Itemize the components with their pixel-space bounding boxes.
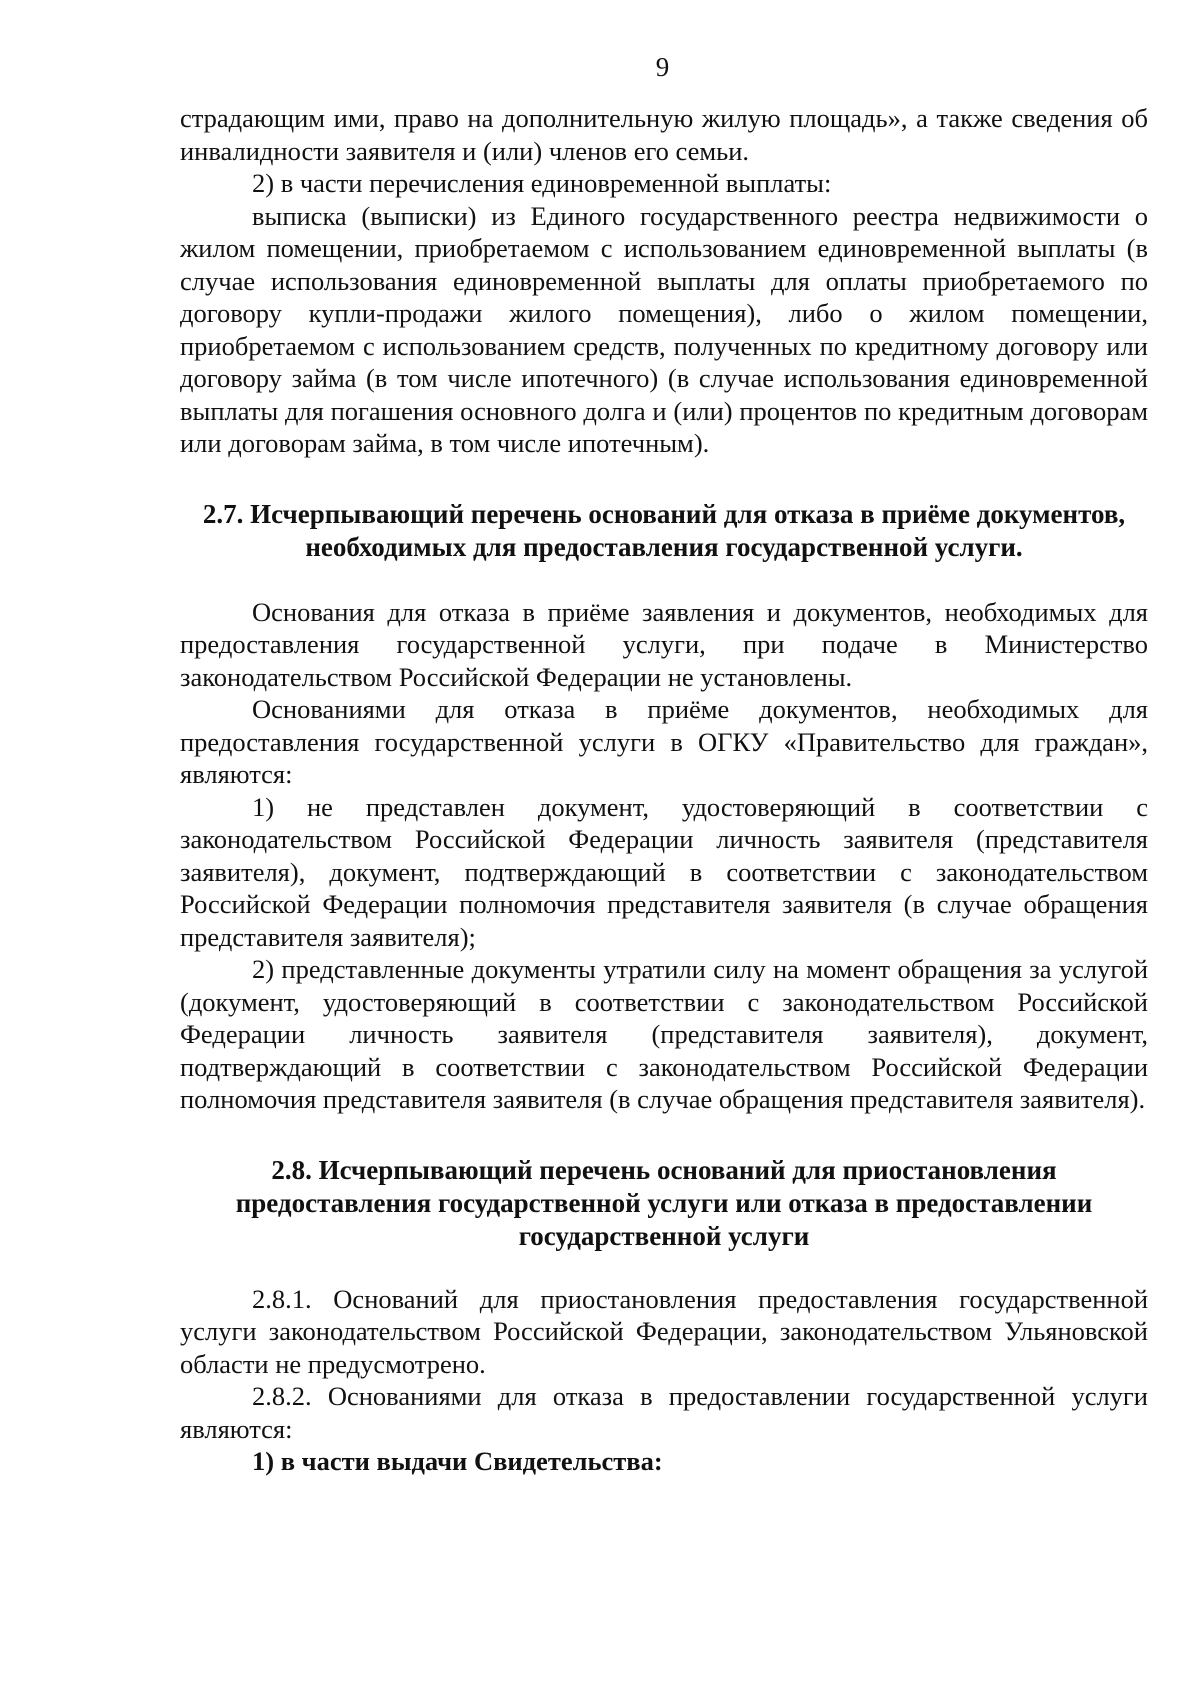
section-2-8-heading [180,1154,1148,1253]
section-2-8-heading-line-2: предоставления государственной услуги или отказа в предоставлении [235,1187,1093,1218]
paragraph-registry-extract: выписка (выписки) из Единого государственного реестра недвижимости о жилом помещении, приобретаемом с использованием единовременной выплаты (в случае использования единовременной выплаты для оплаты приобретаемого по договору купли-продажи жилого помещения), либо о жилом помещении, приобретаемом с использованием средств, полученных по кредитному договору или договору займа (в том числе ипотечного) (в случае использования единовременной выплаты для погашения основного долга и (или) процентов по кредитным договорам или договорам займа, в том числе ипотечным). [180,200,1148,458]
section-2-8-heading-line-3: государственной услуги [518,1220,810,1251]
paragraph-2-7-item-2: 2) представленные документы утратили силу на момент обращения за услугой (документ, удостоверяющий в соответствии с законодательством Российской Федерации личность заявителя (представителя заявителя), документ, подтверждающий в соответствии с законодательством Российской Федерации полномочия представителя заявителя (в случае обращения представителя заявителя). [180,954,1148,1114]
page-number: 9 [655,52,670,82]
page-content [180,102,1148,1478]
paragraph-payment-item: 2) в части перечисления единовременной выплаты: [252,168,832,198]
section-2-7-heading: 2.7. Исчерпывающий перечень оснований для отказа в приёме документов, необходимых для предоставления государственной услуги. [202,498,1126,562]
paragraph-2-8-item-1: 1) в части выдачи Свидетельства: [252,1446,663,1476]
paragraph-2-7-item-1: 1) не представлен документ, удостоверяющий в соответствии с законодательством Российской Федерации личность заявителя (представителя заявителя), документ, подтверждающий в соответствии с законодательством Российской Федерации полномочия представителя заявителя (в случае обращения представителя заявителя); [180,791,1148,952]
paragraph-continuation: страдающим ими, право на дополнительную жилую площадь», а также сведения об инвалидности заявителя и (или) членов его семьи. [180,103,1148,166]
section-2-8-heading-line-1: 2.8. Исчерпывающий перечень оснований для приостановления [271,1154,1057,1185]
paragraph-2-8-1: 2.8.1. Оснований для приостановления предоставления государственной услуги законодательством Российской Федерации, законодательством Ульяновской области не предусмотрено. [180,1283,1148,1379]
paragraph-2-7-ministry: Основания для отказа в приёме заявления и документов, необходимых для предоставления государственной услуги, при подаче в Министерство законодательством Российской Федерации не установлены. [180,596,1148,692]
paragraph-2-7-ogku-grounds: Основаниями для отказа в приёме документов, необходимых для предоставления государственной услуги в ОГКУ «Правительство для граждан», являются: [180,694,1148,789]
paragraph-2-8-2: 2.8.2. Основаниями для отказа в предоставлении государственной услуги являются: [180,1381,1148,1444]
